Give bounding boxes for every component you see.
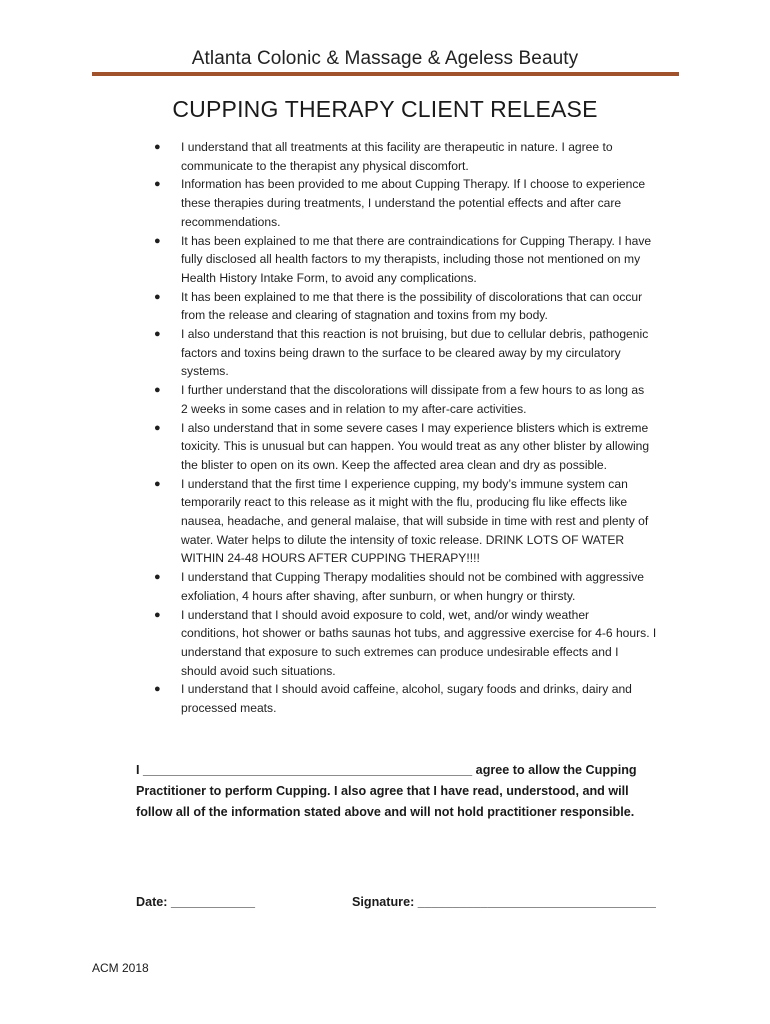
document-title: CUPPING THERAPY CLIENT RELEASE — [172, 96, 598, 122]
clause-line: the blister to open on its own. Keep the affected area clean and dry as possible. — [181, 457, 608, 472]
footer-code: ACM 2018 — [92, 961, 149, 975]
clause-item — [152, 568, 682, 605]
signature-field[interactable]: Signature: __________________________________ — [352, 895, 656, 909]
clause-line: I understand that all treatments at this facility are therapeutic in nature. I agree to — [181, 140, 613, 154]
bullet-icon: ● — [154, 683, 161, 696]
clause-line: understand that exposure to such extremes can produce undesirable effects and I — [181, 644, 619, 659]
clause-line: Health History Intake Form, to avoid any complications. — [181, 270, 477, 285]
bullet-icon: ● — [154, 141, 161, 153]
clause-item — [152, 138, 682, 175]
clause-line: exfoliation, 4 hours after shaving, after sunburn, or when hungry or thirsty. — [181, 588, 576, 603]
clause-item — [152, 606, 682, 681]
clause-line: these therapies during treatments, I understand the potential effects and after care — [181, 196, 622, 211]
clause-line: nausea, headache, and general malaise, that will subside in time with rest and plenty of — [181, 514, 649, 529]
bullet-icon: ● — [154, 608, 161, 621]
clause-line: should avoid such situations. — [181, 663, 336, 678]
agreement-line: follow all of the information stated above and will not hold practitioner responsible. — [136, 805, 635, 819]
date-field[interactable]: Date: ____________ — [136, 895, 256, 909]
clause-item — [152, 475, 682, 569]
bullet-icon: ● — [154, 234, 161, 247]
bullet-icon: ● — [154, 421, 161, 434]
clause-line: factors and toxins being drawn to the surface to be cleared away by my circulatory — [181, 345, 621, 360]
bullet-icon: ● — [154, 328, 161, 341]
agreement-line: Practitioner to perform Cupping. I also agree that I have read, understood, and will — [136, 784, 629, 798]
clause-list — [152, 138, 682, 718]
agreement-line: I _______________________________________________ agree to allow the Cupping — [136, 763, 637, 777]
clause-line: Information has been provided to me about Cupping Therapy. If I choose to experience — [181, 177, 646, 192]
clause-line: temporarily react to this release as it might with the flu, producing flu like effects like — [181, 495, 628, 510]
bullet-icon: ● — [154, 384, 161, 397]
clause-item — [152, 175, 682, 231]
clause-line: 2 weeks in some cases and in relation to my after-care activities. — [181, 401, 527, 416]
clause-item — [152, 419, 682, 475]
clause-line: water. Water helps to dilute the intensity of toxic release. DRINK LOTS OF WATER — [181, 532, 625, 547]
clause-line: fully disclosed all health factors to my therapists, including those not mentioned on my — [181, 252, 641, 267]
clause-line: conditions, hot shower or baths saunas hot tubs, and aggressive exercise for 4-6 hours. I — [181, 626, 657, 641]
bullet-icon: ● — [154, 477, 161, 490]
clause-item — [152, 288, 682, 325]
clause-line: I understand that I should avoid caffeine, alcohol, sugary foods and drinks, dairy and — [181, 682, 632, 697]
clause-item — [152, 680, 682, 717]
clause-line: processed meats. — [181, 701, 277, 716]
clause-line: It has been explained to me that there are contraindications for Cupping Therapy. I have — [181, 233, 652, 248]
bullet-icon: ● — [154, 290, 161, 303]
clause-line: I understand that I should avoid exposure to cold, wet, and/or windy weather — [181, 607, 590, 622]
clause-line: It has been explained to me that there is the possibility of discolorations that can occur — [181, 289, 643, 304]
clause-line: recommendations. — [181, 214, 281, 229]
agreement-paragraph — [136, 760, 681, 823]
header-rule — [92, 72, 679, 76]
clause-line: from the release and clearing of stagnation and toxins from my body. — [181, 308, 548, 323]
clause-line: I understand that the first time I experience cupping, my body’s immune system can — [181, 476, 628, 491]
clause-item — [152, 232, 682, 288]
clause-item — [152, 381, 682, 418]
clause-line: I also understand that in some severe cases I may experience blisters which is extreme — [181, 420, 649, 435]
clause-line: I also understand that this reaction is not bruising, but due to cellular debris, pathogenic — [181, 327, 649, 342]
clause-item — [152, 325, 682, 381]
header-title: Atlanta Colonic & Massage & Ageless Beauty — [191, 48, 579, 69]
clause-line: I understand that Cupping Therapy modalities should not be combined with aggressive — [181, 570, 644, 585]
clause-line: WITHIN 24-48 HOURS AFTER CUPPING THERAPY!!!! — [181, 551, 480, 566]
clause-line: communicate to the therapist any physical discomfort. — [181, 158, 469, 173]
clause-line: systems. — [181, 364, 229, 379]
bullet-icon: ● — [154, 571, 161, 584]
clause-line: I further understand that the discolorations will dissipate from a few hours to as long as — [181, 383, 645, 398]
bullet-icon: ● — [154, 178, 161, 191]
clause-line: toxicity. This is unusual but can happen. You would treat as any other blister by allowing — [181, 439, 650, 454]
